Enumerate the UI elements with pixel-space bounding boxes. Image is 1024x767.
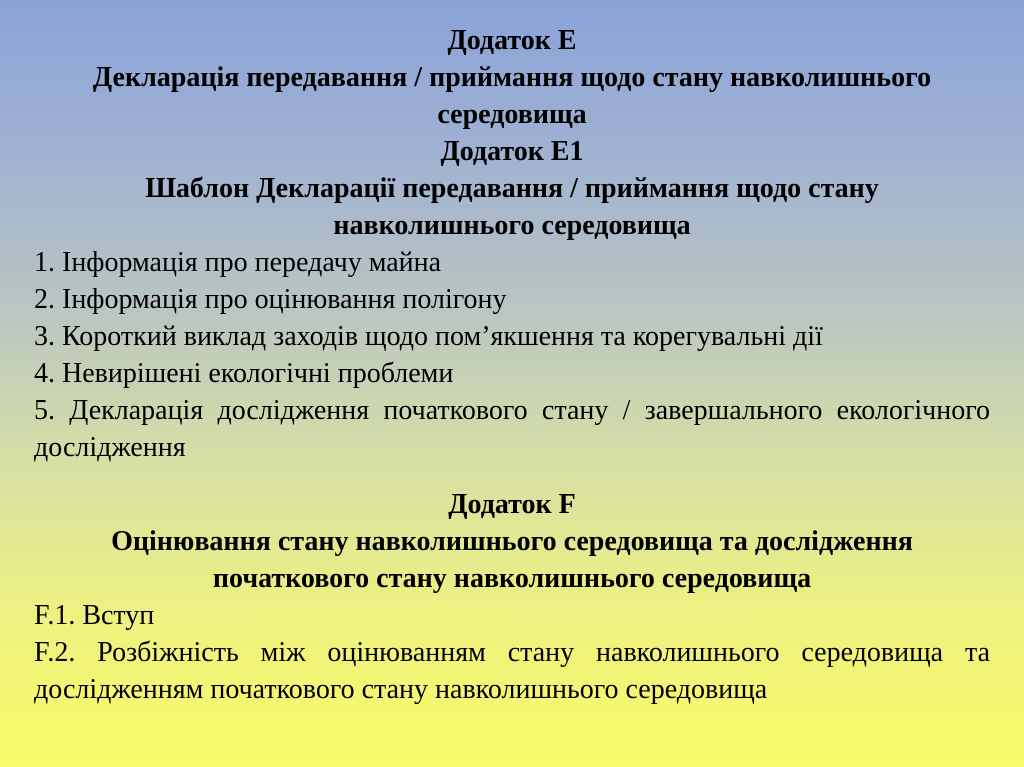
section-e-title-line-2: Декларація передавання / приймання щодо стану навколишнього xyxy=(92,62,932,93)
section-gap xyxy=(34,466,990,486)
section-f-title-line-1: Додаток F xyxy=(448,489,576,520)
section-e-list-item-5: 5. Декларація дослідження початкового стану / завершального екологічного дослідження xyxy=(34,395,990,463)
section-e-subtitle-line-1: Додаток Е1 xyxy=(440,136,584,167)
section-f-list-item-2: F.2. Розбіжність між оцінюванням стану навколишнього середовища та дослідженням початкового стану навколишнього середовища xyxy=(34,637,990,705)
section-f-title-line-2: Оцінювання стану навколишнього середовища та дослідження xyxy=(111,526,913,557)
section-e-title-line-3: середовища xyxy=(437,99,587,130)
section-e-list-item-1: 1. Інформація про передачу майна xyxy=(34,247,442,278)
section-e-list-item-3: 3. Короткий виклад заходів щодо пом’якшення та корегувальні дії xyxy=(34,321,823,352)
section-f-list-item-1: F.1. Вступ xyxy=(34,600,155,631)
section-e-title-line-1: Додаток Е xyxy=(447,25,577,56)
section-e-list-item-2: 2. Інформація про оцінювання полігону xyxy=(34,284,507,315)
section-e-subtitle-line-3: навколишнього середовища xyxy=(333,210,691,241)
section-f-title-line-3: початкового стану навколишнього середовища xyxy=(212,563,812,594)
section-e-list-item-4: 4. Невирішені екологічні проблеми xyxy=(34,358,454,389)
section-e-subtitle-line-2: Шаблон Декларації передавання / приймання щодо стану xyxy=(145,173,879,204)
